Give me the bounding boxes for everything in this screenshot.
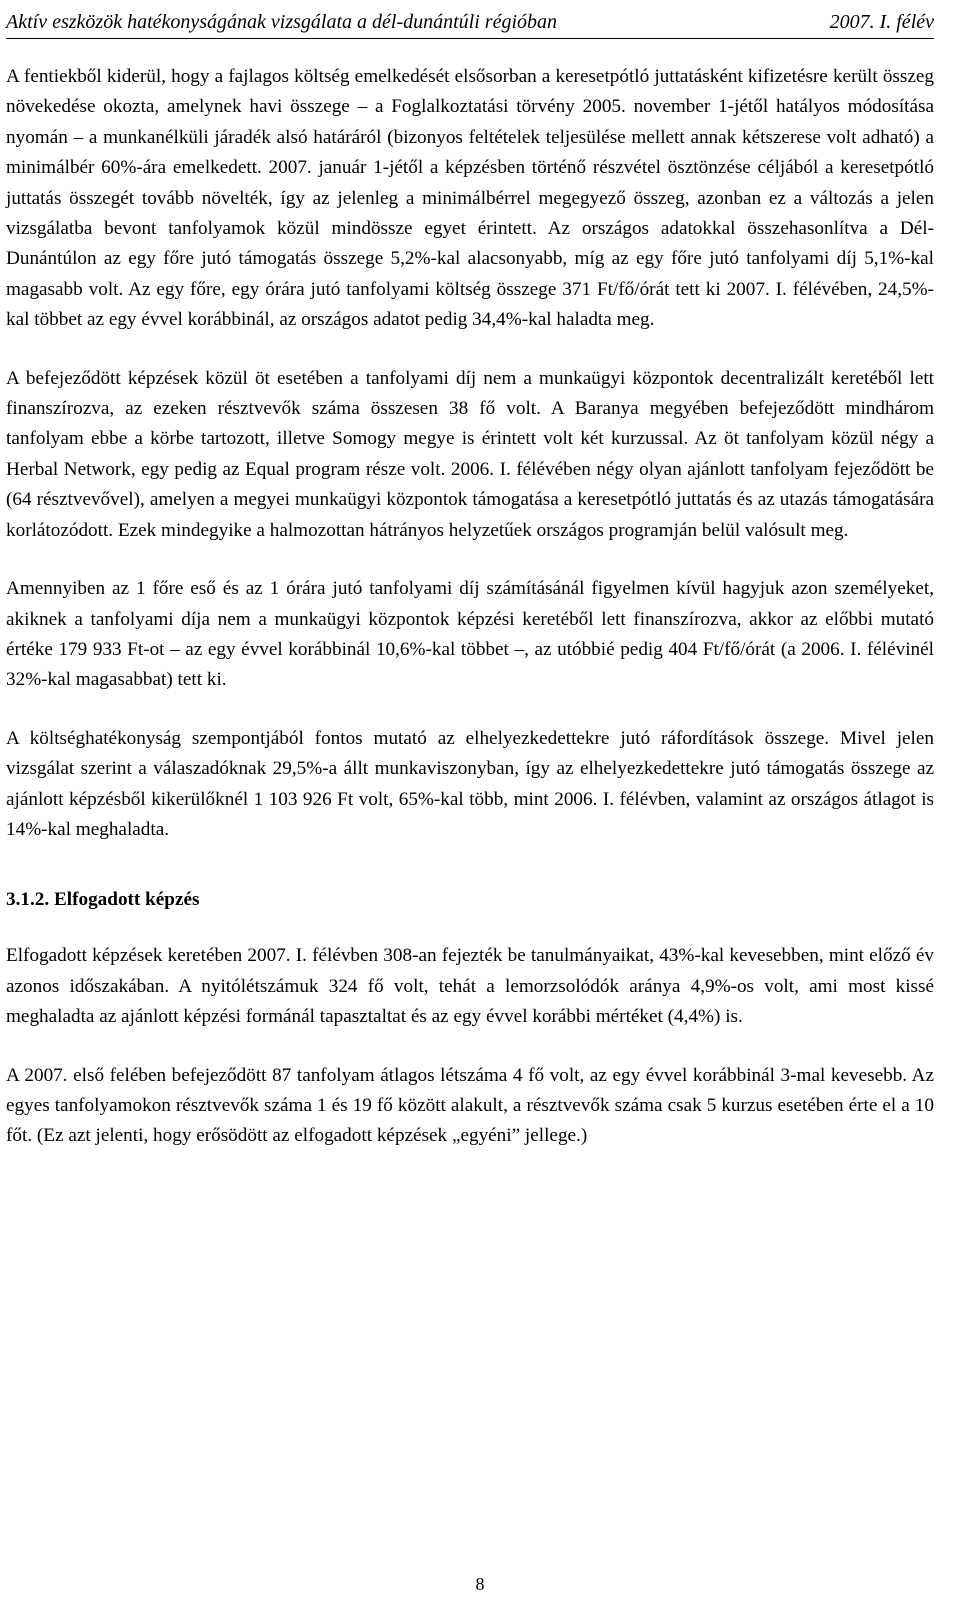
page-number: 8 <box>475 1574 485 1594</box>
section-paragraph-1: Elfogadott képzések keretében 2007. I. félévben 308-an fejezték be tanulmányaikat, 43%-kal kevesebben, mint előző év azonos időszakában. A nyitólétszámuk 324 fő volt, tehát a lemorzsolódók aránya 4,9%-os volt, ami most kissé meghaladta az ajánlott képzési formánál tapasztaltat és az egy évvel korábbi mértéket (4,4%) is. <box>6 945 934 1028</box>
section-heading: 3.1.2. Elfogadott képzés <box>6 889 200 911</box>
header-title: Aktív eszközök hatékonyságának vizsgálata a dél-dunántúli régióban <box>6 11 558 33</box>
header-period: 2007. I. félév <box>829 11 934 33</box>
body-paragraph-3: Amennyiben az 1 főre eső és az 1 órára jutó tanfolyami díj számításánál figyelmen kívül hagyjuk azon személyeket, akiknek a tanfolyami díja nem a munkaügyi központok képzési keretéből lett finanszírozva, akkor az előbbi mutató értéke 179 933 Ft-ot – az egy évvel korábbinál 10,6%-kal többet –, az utóbbié pedig 404 Ft/fő/órát (a 2006. I. félévinél 32%-kal magasabbat) tett ki. <box>6 578 934 691</box>
running-header <box>6 4 934 39</box>
section-paragraph-2: A 2007. első felében befejeződött 87 tanfolyam átlagos létszáma 4 fő volt, az egy évvel korábbinál 3-mal kevesebb. Az egyes tanfolyamokon résztvevők száma 1 és 19 fő között alakult, a résztvevők száma csak 5 kurzus esetében érte el a 10 főt. (Ez azt jelenti, hogy erősödött az elfogadott képzések „egyéni” jellege.) <box>6 1064 934 1147</box>
body-paragraph-2: A befejeződött képzések közül öt esetében a tanfolyami díj nem a munkaügyi központok decentralizált keretéből lett finanszírozva, az ezeken résztvevők száma összesen 38 fő volt. A Baranya megyében befejeződött mindhárom tanfolyam ebbe a körbe tartozott, illetve Somogy megye is érintett volt két kurzussal. Az öt tanfolyam közül négy a Herbal Network, egy pedig az Equal program része volt. 2006. I. félévében négy olyan ajánlott tanfolyam fejeződött be (64 résztvevővel), amelyen a megyei munkaügyi központok támogatása a keresetpótló juttatás és az utazás támogatására korlátozódott. Ezek mindegyike a halmozottan hátrányos helyzetűek országos programján belül valósult meg. <box>6 367 934 541</box>
body-paragraph-4: A költséghatékonyság szempontjából fontos mutató az elhelyezkedettekre jutó ráfordítások összege. Mivel jelen vizsgálat szerint a válaszadóknak 29,5%-a állt munkaviszonyban, így az elhelyezkedettekre jutó támogatás összege az ajánlott képzésből kikerülőknél 1 103 926 Ft volt, 65%-kal több, mint 2006. I. félévben, valamint az országos átlagot is 14%-kal meghaladta. <box>6 727 934 840</box>
page-content <box>6 62 934 1180</box>
body-paragraph-1: A fentiekből kiderül, hogy a fajlagos költség emelkedését elsősorban a keresetpótló juttatásként kifizetésre került összeg növekedése okozta, amelynek havi összege – a Foglalkoztatási törvény 2005. november 1-jétől hatályos módosítása nyomán – a munkanélküli járadék alsó határáról (bizonyos feltételek teljesülése mellett annak kétszerese volt adható) a minimálbér 60%-ára emelkedett. 2007. január 1-jétől a képzésben történő részvétel ösztönzése céljából a keresetpótló juttatás összegét tovább növelték, így az jelenleg a minimálbérrel megegyező összeg, azonban ez a változás a jelen vizsgálatba bevont tanfolyamok közül mindössze egyet érintett. Az országos adatokkal összehasonlítva a Dél-Dunántúlon az egy főre jutó támogatás összege 5,2%-kal alacsonyabb, míg az egy főre jutó tanfolyami díj 5,1%-kal magasabb volt. Az egy főre, egy órára jutó tanfolyami költség összege 371 Ft/fő/órát tett ki 2007. I. félévében, 24,5%-kal többet az egy évvel korábbinál, az országos adatot pedig 34,4%-kal haladta meg. <box>6 66 934 331</box>
